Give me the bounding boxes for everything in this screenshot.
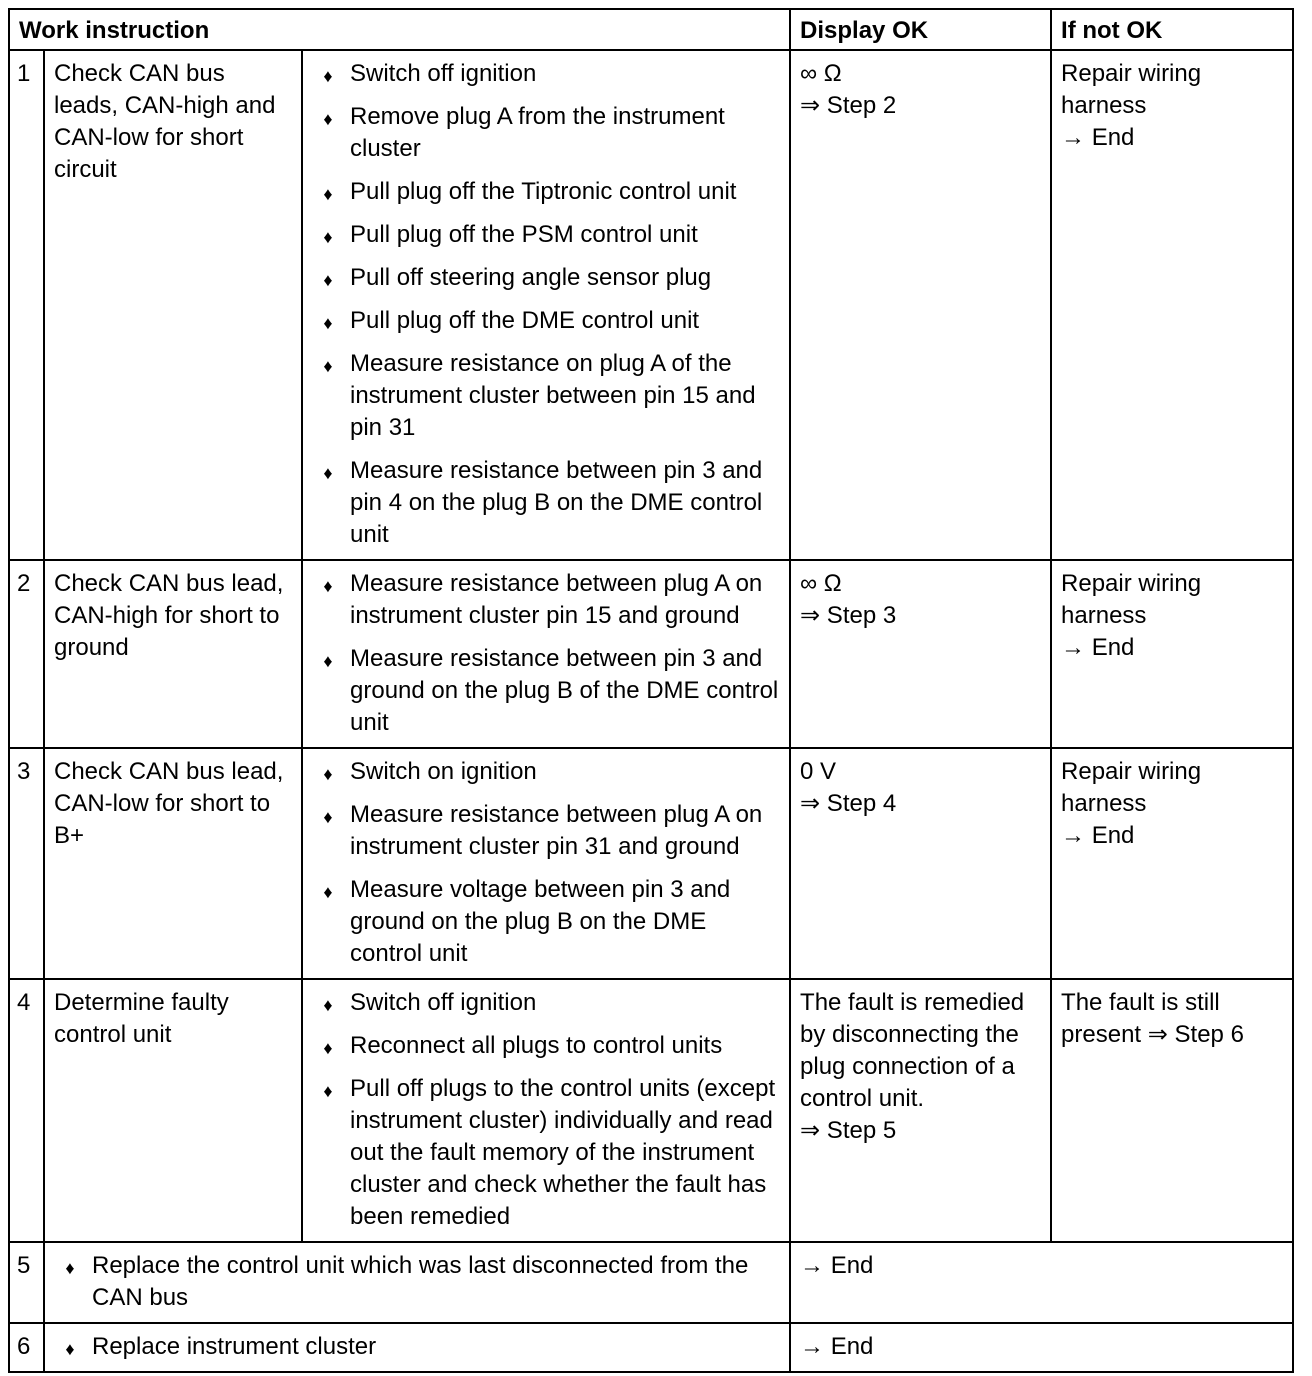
action-text: Pull off steering angle sensor plug (350, 264, 712, 291)
actions-list (312, 756, 781, 970)
action-text: Pull plug off the DME control unit (350, 307, 700, 334)
action-text: Pull plug off the PSM control unit (350, 221, 698, 248)
action-text: Measure resistance between pin 3 and ground on the plug B of the DME control unit (350, 645, 779, 736)
bullet-diamond-icon: ♦ (323, 1038, 333, 1058)
header-row (9, 9, 1293, 50)
display-ok-text: ⇒ Step 5 (800, 1117, 897, 1144)
step-number: 2 (9, 560, 44, 748)
action-item (54, 1331, 781, 1363)
display-ok-text: The fault is remedied by disconnecting the plug connection of a control unit. (800, 989, 1025, 1112)
action-text: Reconnect all plugs to control units (350, 1032, 723, 1059)
display-ok-cell (790, 560, 1051, 748)
check-description: Determine faulty control unit (44, 979, 302, 1242)
bullet-diamond-icon: ♦ (323, 270, 333, 290)
action-text: Measure voltage between pin 3 and ground on the plug B on the DME control unit (350, 876, 731, 967)
step-row-4 (9, 979, 1293, 1242)
action-text: Replace instrument cluster (92, 1333, 377, 1360)
if-not-ok-text: Repair wiring harness (1061, 60, 1202, 119)
action-item (312, 305, 781, 337)
step-row-5 (9, 1242, 1293, 1323)
actions-list (54, 1250, 781, 1314)
action-item (312, 348, 781, 444)
action-item (312, 987, 781, 1019)
bullet-diamond-icon: ♦ (323, 995, 333, 1015)
action-text: Pull plug off the Tiptronic control unit (350, 178, 737, 205)
display-ok-text: ⇒ Step 4 (800, 790, 897, 817)
header-if-not-ok: If not OK (1051, 9, 1293, 50)
action-item (312, 58, 781, 90)
bullet-diamond-icon: ♦ (323, 109, 333, 129)
bullet-diamond-icon: ♦ (65, 1258, 75, 1278)
bullet-diamond-icon: ♦ (323, 807, 333, 827)
step-number: 3 (9, 748, 44, 979)
action-text: Pull off plugs to the control units (except instrument cluster) individually and read out the fault memory of the instrument cluster and check whether the fault has been remedied (350, 1075, 776, 1230)
bullet-diamond-icon: ♦ (323, 651, 333, 671)
check-description: Check CAN bus lead, CAN-low for short to B+ (44, 748, 302, 979)
action-item (312, 874, 781, 970)
bullet-diamond-icon: ♦ (323, 184, 333, 204)
if-not-ok-text: → End (1061, 822, 1135, 849)
bullet-diamond-icon: ♦ (65, 1339, 75, 1359)
action-item (54, 1250, 781, 1314)
bullet-diamond-icon: ♦ (323, 356, 333, 376)
action-item (312, 101, 781, 165)
action-item (312, 643, 781, 739)
actions-list (312, 568, 781, 739)
actions-list (312, 987, 781, 1233)
step-number: 5 (9, 1242, 44, 1323)
display-ok-text: ∞ Ω (800, 60, 842, 87)
check-description: Check CAN bus leads, CAN-high and CAN-low for short circuit (44, 50, 302, 560)
header-work-instruction: Work instruction (9, 9, 790, 50)
check-description: Check CAN bus lead, CAN-high for short to ground (44, 560, 302, 748)
bullet-diamond-icon: ♦ (323, 1081, 333, 1101)
step-row-2 (9, 560, 1293, 748)
actions-list (54, 1331, 781, 1363)
display-ok-text: 0 V (800, 758, 837, 785)
step-number: 1 (9, 50, 44, 560)
if-not-ok-cell (1051, 50, 1293, 560)
bullet-diamond-icon: ♦ (323, 463, 333, 483)
bullet-diamond-icon: ♦ (323, 764, 333, 784)
table-body (9, 50, 1293, 1372)
if-not-ok-text: Repair wiring harness (1061, 758, 1202, 817)
action-item (312, 1073, 781, 1233)
actions-cell (302, 560, 790, 748)
display-ok-text: ⇒ Step 2 (800, 92, 897, 119)
if-not-ok-cell (1051, 560, 1293, 748)
bullet-diamond-icon: ♦ (323, 313, 333, 333)
action-text: Measure resistance between pin 3 and pin 4 on the plug B on the DME control unit (350, 457, 763, 548)
action-text: Switch off ignition (350, 60, 537, 87)
action-text: Measure resistance between plug A on instrument cluster pin 31 and ground (350, 801, 763, 860)
bullet-diamond-icon: ♦ (323, 227, 333, 247)
action-text: Measure resistance between plug A on instrument cluster pin 15 and ground (350, 570, 763, 629)
action-item (312, 756, 781, 788)
step-row-1 (9, 50, 1293, 560)
action-item (312, 219, 781, 251)
if-not-ok-text: → End (1061, 634, 1135, 661)
step-row-3 (9, 748, 1293, 979)
display-ok-cell (790, 50, 1051, 560)
step-row-6 (9, 1323, 1293, 1372)
action-item (312, 799, 781, 863)
if-not-ok-cell (1051, 748, 1293, 979)
if-not-ok-text: Repair wiring harness (1061, 570, 1202, 629)
action-text: Switch on ignition (350, 758, 537, 785)
action-text: Switch off ignition (350, 989, 537, 1016)
actions-list (312, 58, 781, 551)
actions-cell (302, 50, 790, 560)
actions-cell (44, 1242, 790, 1323)
action-text: Measure resistance on plug A of the instrument cluster between pin 15 and pin 31 (350, 350, 756, 441)
if-not-ok-text: → End (1061, 124, 1135, 151)
result-cell: → End (790, 1323, 1293, 1372)
bullet-diamond-icon: ♦ (323, 882, 333, 902)
action-item (312, 1030, 781, 1062)
display-ok-text: ⇒ Step 3 (800, 602, 897, 629)
actions-cell (302, 979, 790, 1242)
action-text: Remove plug A from the instrument cluster (350, 103, 725, 162)
step-number: 4 (9, 979, 44, 1242)
work-instruction-table (8, 8, 1294, 1373)
action-text: Replace the control unit which was last disconnected from the CAN bus (92, 1252, 749, 1311)
display-ok-cell (790, 979, 1051, 1242)
actions-cell (44, 1323, 790, 1372)
header-display-ok: Display OK (790, 9, 1051, 50)
action-item (312, 176, 781, 208)
step-number: 6 (9, 1323, 44, 1372)
bullet-diamond-icon: ♦ (323, 66, 333, 86)
action-item (312, 455, 781, 551)
bullet-diamond-icon: ♦ (323, 576, 333, 596)
if-not-ok-cell (1051, 979, 1293, 1242)
result-cell: → End (790, 1242, 1293, 1323)
action-item (312, 262, 781, 294)
display-ok-text: ∞ Ω (800, 570, 842, 597)
display-ok-cell (790, 748, 1051, 979)
action-item (312, 568, 781, 632)
if-not-ok-text: The fault is still present ⇒ Step 6 (1061, 989, 1244, 1048)
actions-cell (302, 748, 790, 979)
